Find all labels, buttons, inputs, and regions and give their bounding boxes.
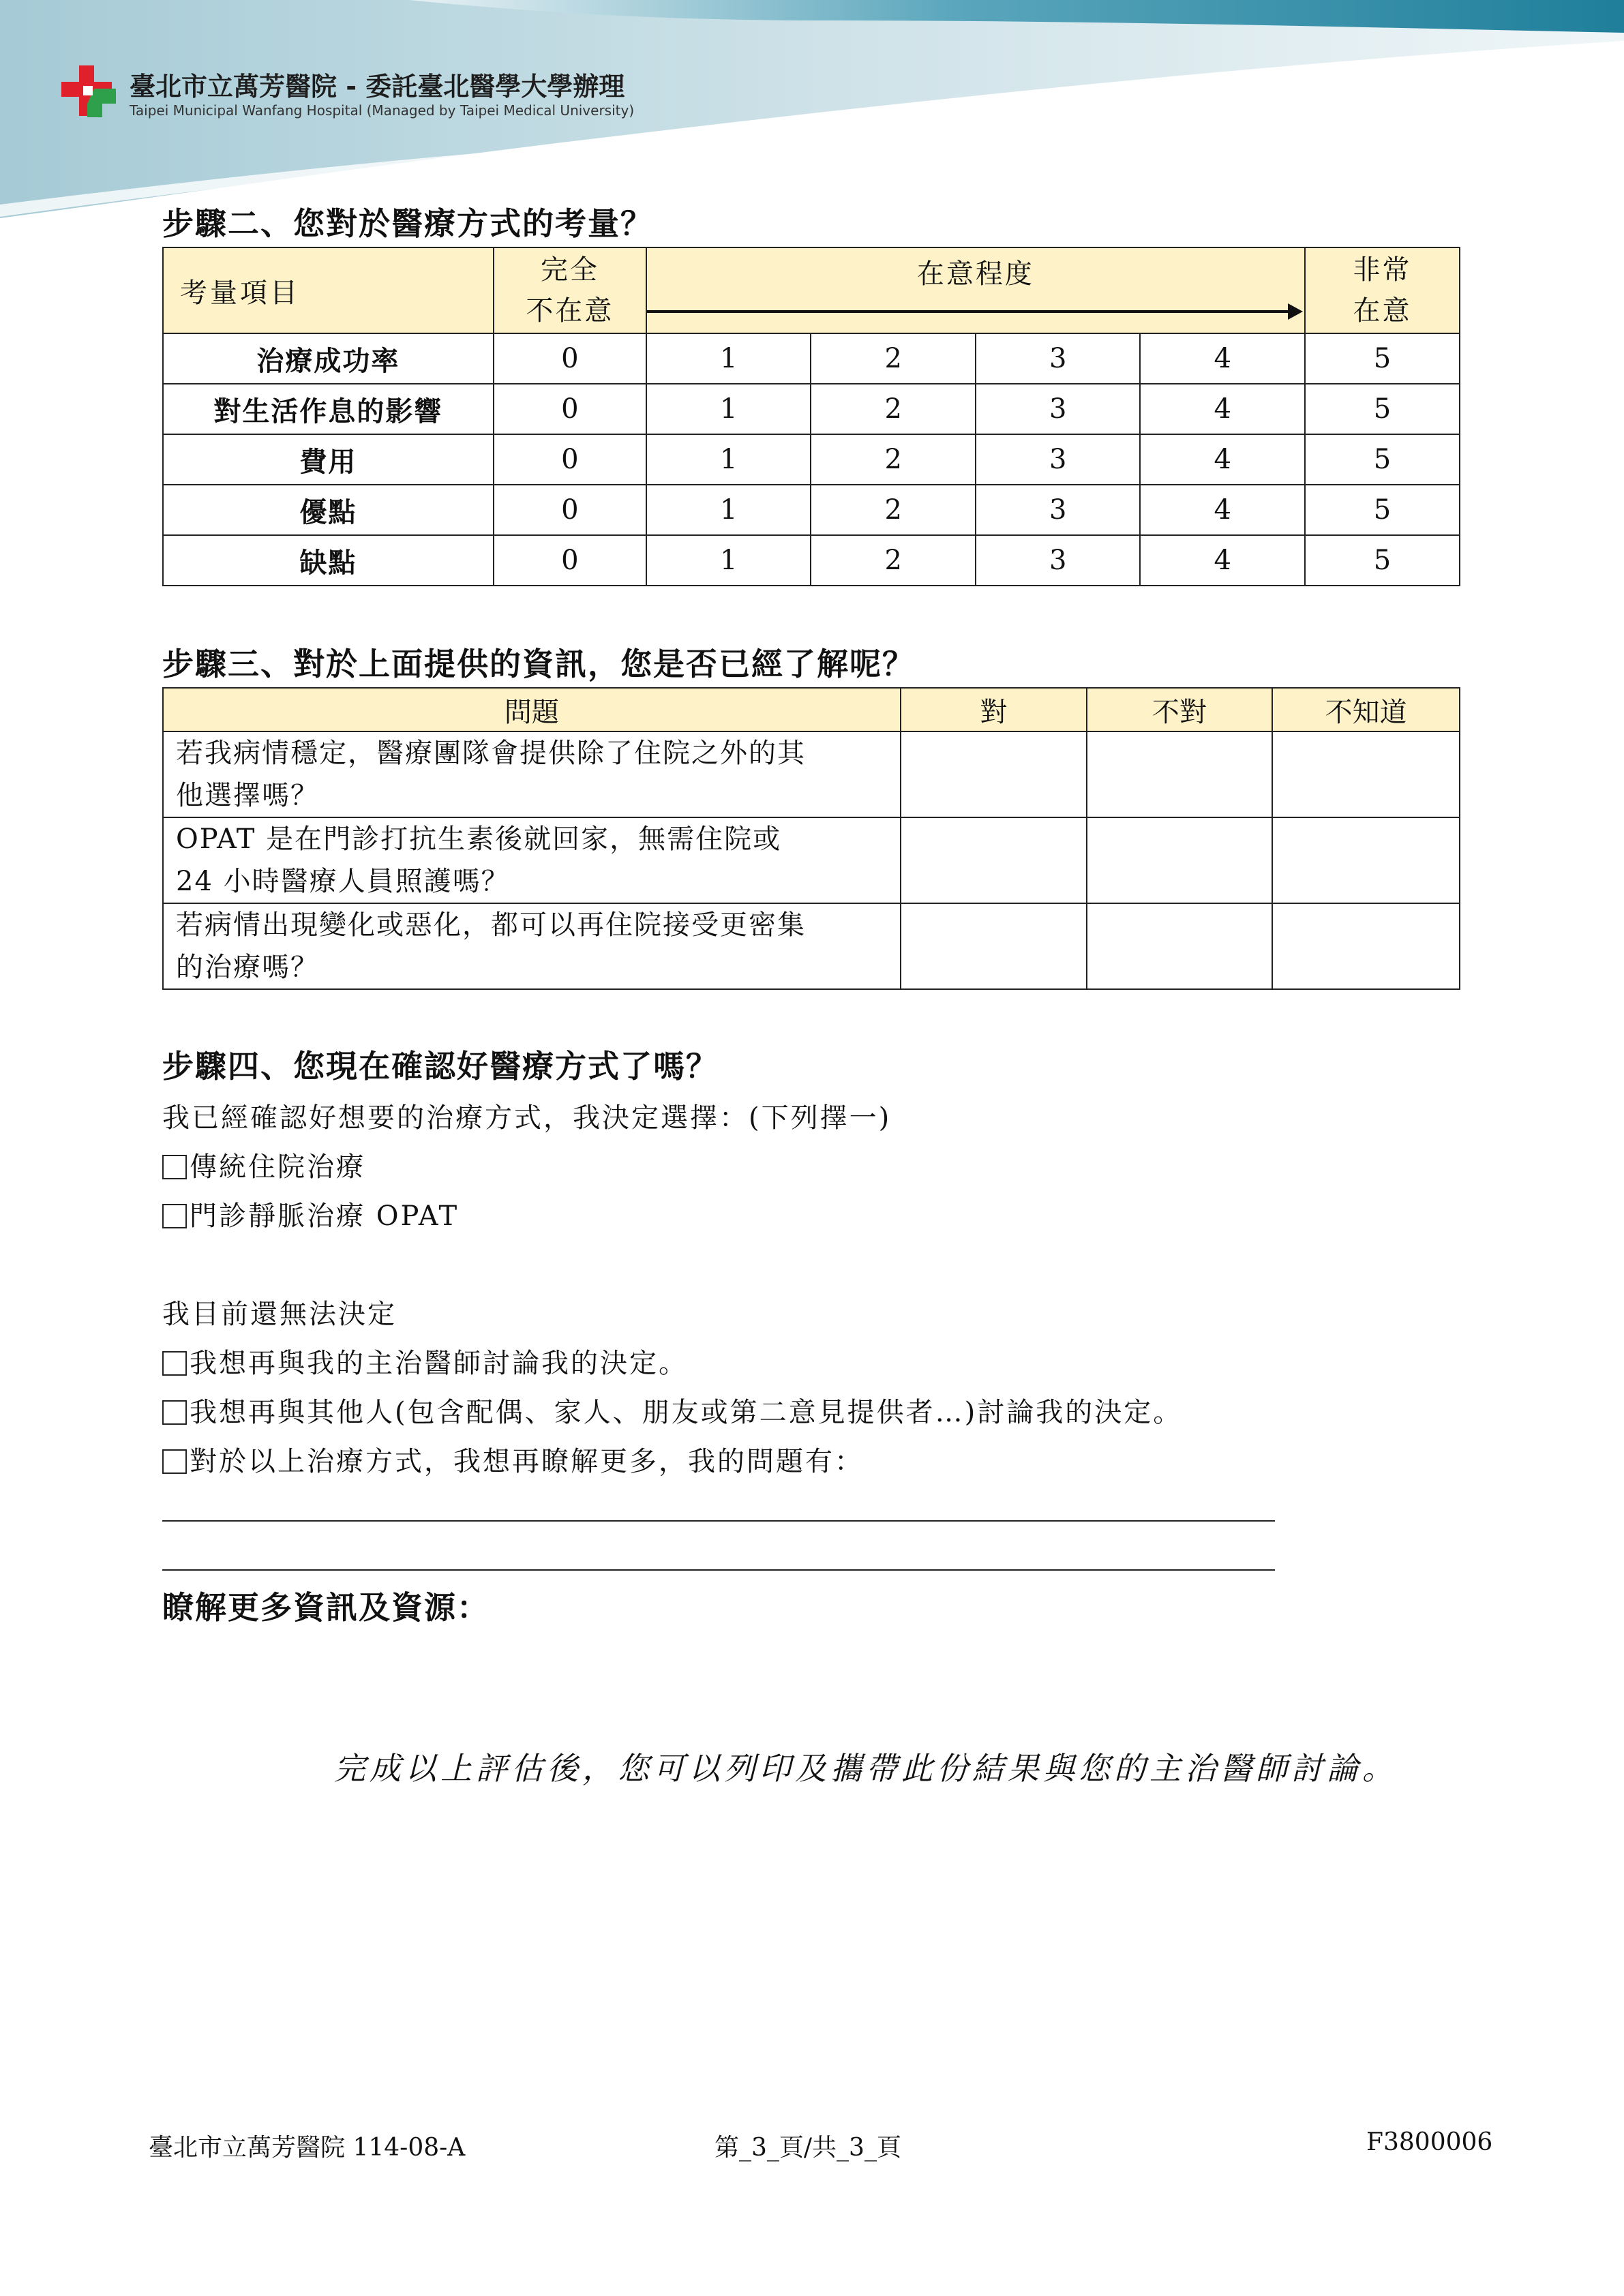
consideration-row — [163, 485, 1460, 535]
score-option-1[interactable]: 1 — [646, 535, 811, 586]
row-label: 優點 — [163, 485, 494, 535]
hospital-name-english: Taipei Municipal Wanfang Hospital (Managed by Taipei Medical University) — [130, 102, 635, 119]
header-very-care — [1305, 247, 1460, 333]
header-care-scale-label: 在意程度 — [916, 258, 1034, 290]
score-option-4[interactable]: 4 — [1140, 485, 1305, 535]
question-line-2: 24 小時醫療人員照護嗎？ — [176, 866, 510, 897]
checkbox-discuss-others[interactable] — [162, 1400, 187, 1425]
score-option-1[interactable]: 1 — [646, 384, 811, 434]
consideration-row — [163, 384, 1460, 434]
score-option-4[interactable]: 4 — [1140, 384, 1305, 434]
consideration-header-row — [163, 247, 1460, 333]
question-line-1: OPAT 是在門診打抗生素後就回家，無需住院或 — [176, 824, 782, 855]
score-option-5[interactable]: 5 — [1305, 384, 1460, 434]
score-option-0[interactable]: 0 — [494, 384, 646, 434]
column-incorrect: 不對 — [1087, 688, 1273, 731]
score-option-1[interactable]: 1 — [646, 485, 811, 535]
score-option-3[interactable]: 3 — [976, 485, 1141, 535]
score-option-5[interactable]: 5 — [1305, 333, 1460, 384]
header-very-care-line2: 在意 — [1353, 295, 1412, 327]
hospital-logo-icon — [59, 60, 120, 121]
consideration-row — [163, 434, 1460, 485]
closing-note: 完成以上評估後，您可以列印及攜帶此份結果與您的主治醫師討論。 — [334, 1750, 1398, 1787]
consideration-table — [162, 247, 1460, 586]
column-correct: 對 — [901, 688, 1087, 731]
footer-form-code: F3800006 — [1366, 2128, 1493, 2156]
step3-title: 步驟三、對於上面提供的資訊，您是否已經了解呢？ — [162, 646, 915, 682]
score-option-0[interactable]: 0 — [494, 333, 646, 384]
undecided-option-questions-label: 對於以上治療方式，我想再瞭解更多，我的問題有： — [190, 1446, 864, 1477]
header-care-scale — [646, 247, 1305, 333]
answer-dont-know-cell[interactable] — [1272, 817, 1460, 903]
knowledge-row — [163, 817, 1460, 903]
question-line-2: 他選擇嗎？ — [176, 780, 319, 811]
score-option-1[interactable]: 1 — [646, 434, 811, 485]
header-not-care-line1: 完全 — [540, 254, 599, 286]
answer-correct-cell[interactable] — [901, 903, 1087, 989]
score-option-4[interactable]: 4 — [1140, 434, 1305, 485]
score-option-4[interactable]: 4 — [1140, 535, 1305, 586]
step2-title: 步驟二、您對於醫療方式的考量？ — [162, 205, 653, 242]
header-not-care — [494, 247, 646, 333]
knowledge-check-table — [162, 687, 1460, 990]
option-inpatient-label: 傳統住院治療 — [190, 1151, 365, 1183]
question-line-2: 的治療嗎？ — [176, 952, 319, 983]
undecided-option-questions[interactable] — [162, 1440, 864, 1479]
header-very-care-line1: 非常 — [1353, 254, 1412, 286]
answer-incorrect-cell[interactable] — [1087, 817, 1273, 903]
question-text — [163, 817, 901, 903]
footer-page-number: 第_3_頁/共_3_頁 — [715, 2134, 901, 2162]
knowledge-row — [163, 903, 1460, 989]
checkbox-opat[interactable] — [162, 1204, 187, 1228]
header-not-care-line2: 不在意 — [526, 295, 614, 327]
score-option-5[interactable]: 5 — [1305, 535, 1460, 586]
question-line-1: 若病情出現變化或惡化，都可以再住院接受更密集 — [176, 909, 806, 941]
column-dont-know: 不知道 — [1272, 688, 1460, 731]
undecided-option-others-label: 我想再與其他人(包含配偶、家人、朋友或第二意見提供者…)討論我的決定。 — [190, 1397, 1183, 1428]
score-option-3[interactable]: 3 — [976, 434, 1141, 485]
footer-left: 臺北市立萬芳醫院 114-08-A — [149, 2134, 466, 2162]
answer-correct-cell[interactable] — [901, 731, 1087, 817]
row-label: 缺點 — [163, 535, 494, 586]
undecided-option-others[interactable] — [162, 1391, 1182, 1430]
score-option-3[interactable]: 3 — [976, 333, 1141, 384]
checkbox-more-questions[interactable] — [162, 1449, 187, 1474]
step4-title: 步驟四、您現在確認好醫療方式了嗎？ — [162, 1048, 719, 1085]
resources-title: 瞭解更多資訊及資源： — [162, 1589, 490, 1626]
score-option-2[interactable]: 2 — [811, 333, 976, 384]
score-option-4[interactable]: 4 — [1140, 333, 1305, 384]
score-option-2[interactable]: 2 — [811, 535, 976, 586]
answer-correct-cell[interactable] — [901, 817, 1087, 903]
answer-dont-know-cell[interactable] — [1272, 903, 1460, 989]
score-option-5[interactable]: 5 — [1305, 434, 1460, 485]
checkbox-inpatient[interactable] — [162, 1155, 187, 1179]
undecided-label: 我目前還無法決定 — [162, 1299, 397, 1330]
score-option-3[interactable]: 3 — [976, 384, 1141, 434]
answer-dont-know-cell[interactable] — [1272, 731, 1460, 817]
question-text — [163, 731, 901, 817]
knowledge-header-row — [163, 688, 1460, 731]
score-option-0[interactable]: 0 — [494, 535, 646, 586]
option-opat[interactable] — [162, 1194, 459, 1233]
score-option-2[interactable]: 2 — [811, 384, 976, 434]
score-option-5[interactable]: 5 — [1305, 485, 1460, 535]
score-option-2[interactable]: 2 — [811, 434, 976, 485]
consideration-row — [163, 535, 1460, 586]
row-label: 費用 — [163, 434, 494, 485]
scale-arrow-icon — [647, 298, 1304, 325]
checkbox-discuss-doctor[interactable] — [162, 1351, 187, 1376]
knowledge-row — [163, 731, 1460, 817]
question-answer-line[interactable] — [162, 1569, 1275, 1571]
answer-incorrect-cell[interactable] — [1087, 903, 1273, 989]
option-inpatient[interactable] — [162, 1145, 365, 1184]
answer-incorrect-cell[interactable] — [1087, 731, 1273, 817]
question-answer-line[interactable] — [162, 1520, 1275, 1522]
option-opat-label: 門診靜脈治療 OPAT — [190, 1200, 460, 1232]
score-option-3[interactable]: 3 — [976, 535, 1141, 586]
undecided-option-doctor-label: 我想再與我的主治醫師討論我的決定。 — [190, 1348, 688, 1379]
decision-intro: 我已經確認好想要的治療方式，我決定選擇：(下列擇一) — [162, 1102, 892, 1134]
row-label: 對生活作息的影響 — [163, 384, 494, 434]
column-question: 問題 — [163, 688, 901, 731]
undecided-option-doctor[interactable] — [162, 1342, 688, 1380]
score-option-0[interactable]: 0 — [494, 485, 646, 535]
question-text — [163, 903, 901, 989]
score-option-1[interactable]: 1 — [646, 333, 811, 384]
header-item: 考量項目 — [163, 247, 494, 333]
question-line-1: 若我病情穩定，醫療團隊會提供除了住院之外的其 — [176, 738, 806, 769]
row-label: 治療成功率 — [163, 333, 494, 384]
score-option-0[interactable]: 0 — [494, 434, 646, 485]
header-banner — [0, 0, 1624, 225]
score-option-2[interactable]: 2 — [811, 485, 976, 535]
hospital-name: 臺北市立萬芳醫院 - 委託臺北醫學大學辦理 — [130, 72, 625, 102]
consideration-row — [163, 333, 1460, 384]
